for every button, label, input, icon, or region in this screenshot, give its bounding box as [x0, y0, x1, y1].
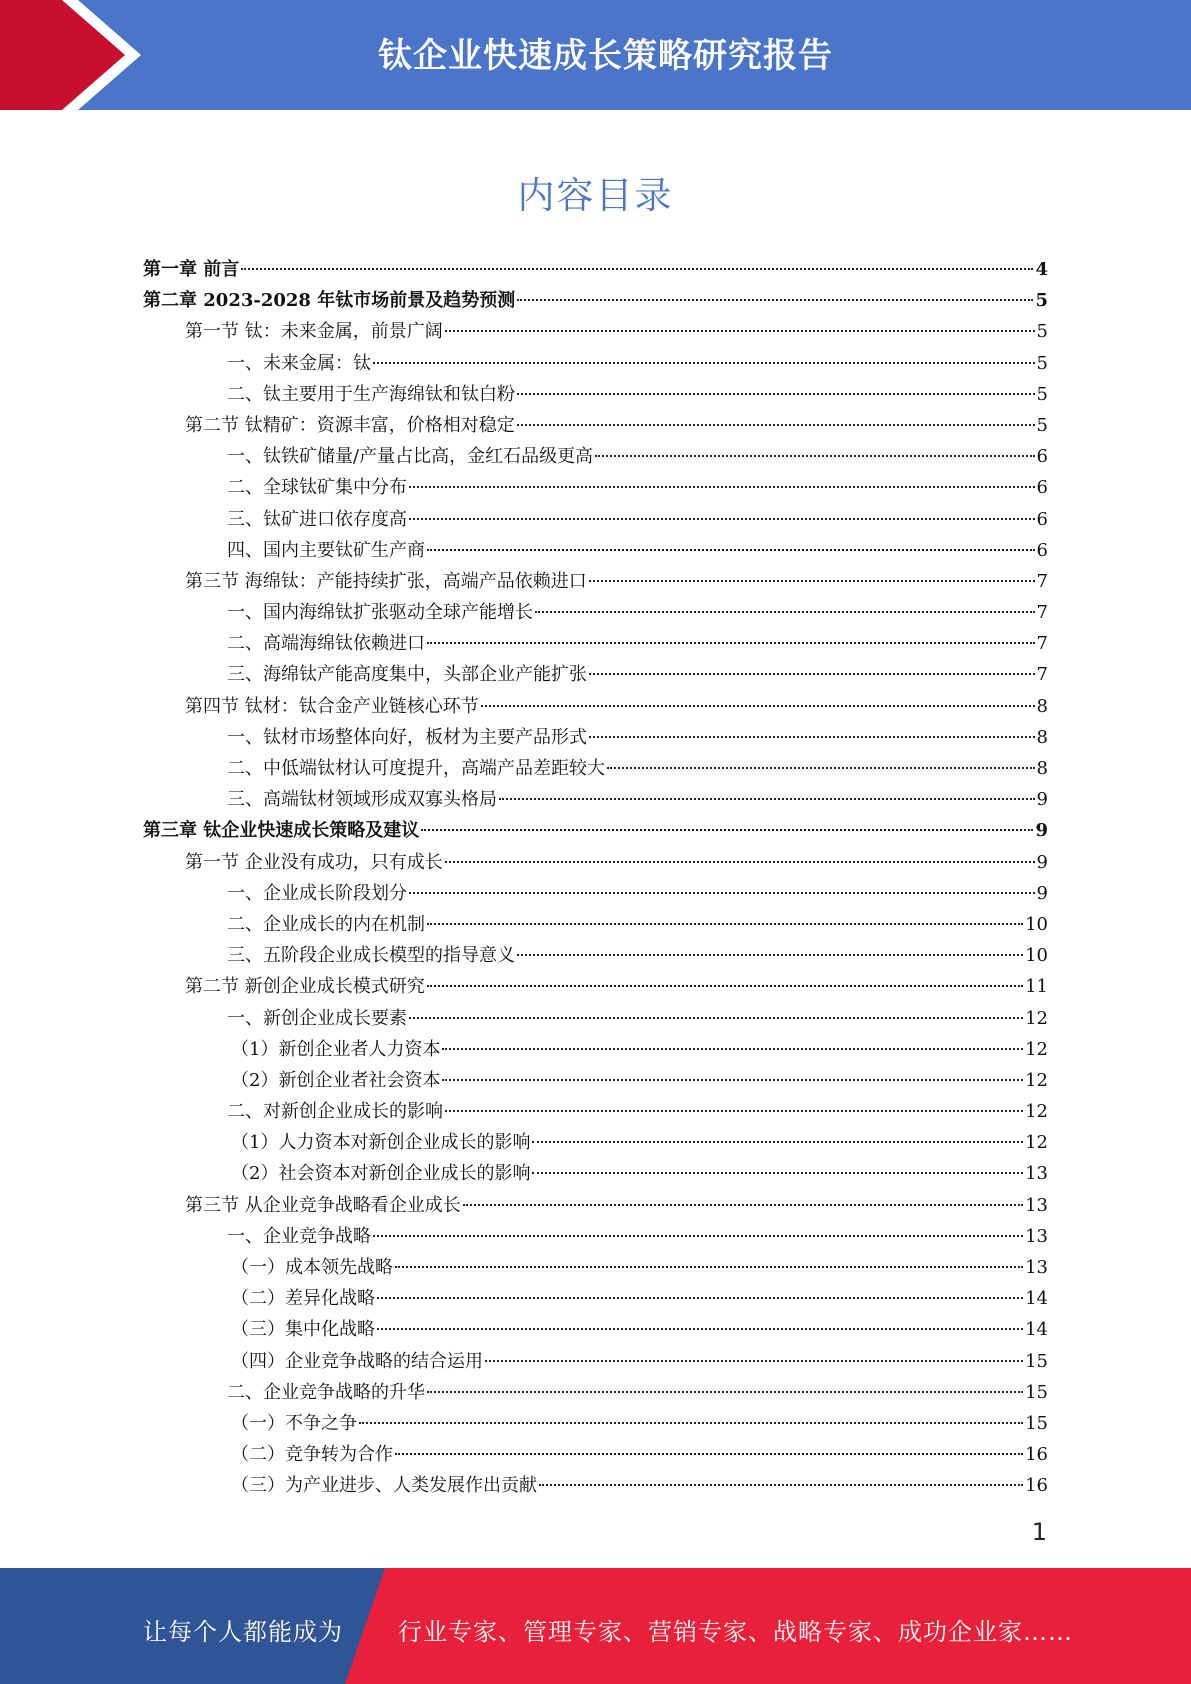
- toc-entry-label: 第二节 钛精矿：资源丰富，价格相对稳定: [185, 414, 515, 436]
- toc-entry[interactable]: [143, 1283, 1048, 1314]
- toc-dot-leader: [395, 1266, 1023, 1268]
- toc-entry-label: 第四节 钛材：钛合金产业链核心环节: [185, 695, 479, 717]
- toc-entry-label: （1）人力资本对新创企业成长的影响: [231, 1132, 531, 1154]
- toc-entry-page: 5: [1035, 290, 1048, 312]
- toc-entry-label: 三、钛矿进口依存度高: [227, 508, 407, 530]
- toc-entry[interactable]: [143, 566, 1048, 597]
- toc-heading: 内容目录: [517, 174, 674, 217]
- footer-slogan-left: 让每个人都能成为: [143, 1618, 343, 1646]
- toc-entry[interactable]: [143, 1127, 1048, 1158]
- toc-dot-leader: [427, 642, 1035, 644]
- toc-entry-page: 7: [1036, 570, 1048, 592]
- toc-entry-page: 11: [1025, 976, 1048, 998]
- toc-entry[interactable]: [143, 348, 1048, 379]
- toc-entry-page: 14: [1025, 1288, 1048, 1310]
- toc-entry-page: 16: [1025, 1475, 1048, 1497]
- toc-entry[interactable]: [143, 1158, 1048, 1189]
- toc-entry-label: （一）不争之争: [231, 1412, 357, 1434]
- toc-entry-page: 4: [1035, 259, 1048, 280]
- toc-entry-label: 一、钛材市场整体向好，板材为主要产品形式: [227, 726, 587, 748]
- toc-dot-leader: [607, 767, 1035, 769]
- toc-dot-leader: [485, 1360, 1023, 1362]
- toc-entry[interactable]: [143, 472, 1048, 503]
- page-header: [0, 0, 1191, 110]
- toc-entry-page: 10: [1025, 913, 1048, 935]
- toc-entry[interactable]: [143, 753, 1048, 784]
- toc-entry[interactable]: [143, 909, 1048, 940]
- toc-entry-label: 二、中低端钛材认可度提升，高端产品差距较大: [227, 758, 605, 779]
- toc-entry-label: （2）社会资本对新创企业成长的影响: [231, 1163, 531, 1185]
- toc-entry-page: 6: [1036, 508, 1048, 530]
- toc-entry[interactable]: [143, 1003, 1048, 1034]
- toc-entry[interactable]: [143, 285, 1048, 316]
- toc-entry-page: 15: [1025, 1412, 1048, 1434]
- toc-dot-leader: [377, 1328, 1023, 1330]
- toc-entry[interactable]: [143, 1190, 1048, 1221]
- toc-entry-page: 9: [1035, 820, 1048, 842]
- toc-entry-page: 5: [1036, 414, 1048, 436]
- toc-entry-label: 第一节 钛：未来金属，前景广阔: [185, 321, 443, 343]
- toc-dot-leader: [595, 455, 1034, 457]
- toc-entry[interactable]: [143, 659, 1048, 690]
- toc-dot-leader: [589, 580, 1035, 582]
- toc-entry-label: 二、钛主要用于生产海绵钛和钛白粉: [227, 383, 515, 405]
- toc-dot-leader: [395, 1453, 1023, 1455]
- toc-entry-page: 13: [1025, 1163, 1048, 1185]
- toc-entry-label: （一）成本领先战略: [231, 1257, 393, 1278]
- toc-entry-label: 二、高端海绵钛依赖进口: [227, 633, 425, 655]
- page-footer: [0, 1568, 1191, 1684]
- toc-entry[interactable]: [143, 722, 1048, 753]
- toc-entry[interactable]: [143, 847, 1048, 878]
- toc-entry-label: 一、钛铁矿储量/产量占比高，金红石品级更高: [227, 446, 594, 468]
- toc-entry-label: 三、高端钛材领域形成双寡头格局: [227, 789, 497, 811]
- toc-entry[interactable]: [143, 1470, 1048, 1501]
- toc-entry-page: 6: [1036, 446, 1048, 468]
- toc-entry-label: 三、海绵钛产能高度集中，头部企业产能扩张: [227, 664, 587, 686]
- toc-entry-page: 10: [1025, 945, 1048, 967]
- toc-entry[interactable]: [143, 441, 1048, 472]
- toc-dot-leader: [445, 1110, 1023, 1112]
- toc-dot-leader: [421, 829, 1033, 831]
- toc-dot-leader: [409, 518, 1035, 520]
- toc-entry-page: 6: [1036, 539, 1048, 561]
- toc-dot-leader: [373, 1235, 1023, 1237]
- toc-entry-label: 二、对新创企业成长的影响: [227, 1101, 443, 1123]
- toc-entry-label: （二）竞争转为合作: [231, 1444, 393, 1466]
- toc-dot-leader: [589, 673, 1035, 675]
- toc-dot-leader: [517, 393, 1035, 395]
- toc-entry-label: 一、新创企业成长要素: [227, 1007, 407, 1029]
- toc-entry[interactable]: [143, 1065, 1048, 1096]
- toc-entry-page: 8: [1036, 758, 1048, 779]
- toc-dot-leader: [409, 486, 1035, 488]
- toc-entry-label: 一、企业竞争战略: [227, 1225, 371, 1247]
- toc-dot-leader: [373, 362, 1035, 364]
- toc-entry-label: 二、企业竞争战略的升华: [227, 1381, 425, 1403]
- toc-entry[interactable]: [143, 1096, 1048, 1127]
- toc-entry-label: 第一节 企业没有成功，只有成长: [185, 851, 443, 873]
- toc-entry-page: 13: [1025, 1257, 1048, 1278]
- toc-entry-page: 6: [1036, 477, 1048, 499]
- toc-entry[interactable]: [143, 1408, 1048, 1439]
- toc-entry-page: 5: [1036, 383, 1048, 405]
- toc-entry-page: 8: [1036, 726, 1048, 748]
- toc-entry-page: 13: [1025, 1194, 1048, 1216]
- toc-entry[interactable]: [143, 784, 1048, 815]
- toc-entry-page: 16: [1025, 1444, 1048, 1466]
- toc-entry-label: 一、未来金属：钛: [227, 352, 371, 374]
- toc-entry-label: （四）企业竞争战略的结合运用: [231, 1350, 483, 1372]
- toc-dot-leader: [377, 1297, 1023, 1299]
- toc-entry[interactable]: [143, 379, 1048, 410]
- toc-entry[interactable]: [143, 628, 1048, 659]
- toc-dot-leader: [463, 1204, 1023, 1206]
- toc-entry-label: 第二节 新创企业成长模式研究: [185, 976, 425, 998]
- table-of-contents: [143, 254, 1048, 1502]
- toc-dot-leader: [481, 705, 1035, 707]
- toc-entry-page: 9: [1036, 789, 1048, 811]
- toc-entry[interactable]: [143, 316, 1048, 347]
- toc-entry-page: 9: [1036, 882, 1048, 904]
- toc-dot-leader: [445, 861, 1035, 863]
- toc-entry-page: 7: [1036, 664, 1048, 686]
- toc-entry-label: 四、国内主要钛矿生产商: [227, 539, 425, 561]
- toc-entry-page: 8: [1036, 695, 1048, 717]
- toc-entry-page: 12: [1025, 1101, 1048, 1123]
- toc-entry-label: 一、企业成长阶段划分: [227, 882, 407, 904]
- toc-entry-label: 二、全球钛矿集中分布: [227, 477, 407, 499]
- toc-entry[interactable]: [143, 815, 1048, 846]
- toc-entry[interactable]: [143, 1439, 1048, 1470]
- toc-dot-leader: [442, 1079, 1023, 1081]
- report-title: 钛企业快速成长策略研究报告: [378, 36, 833, 76]
- footer-slogan-right: 行业专家、管理专家、营销专家、战略专家、成功企业家……: [398, 1618, 1073, 1646]
- toc-entry[interactable]: [143, 691, 1048, 722]
- toc-dot-leader: [499, 798, 1035, 800]
- toc-entry-label: 第二章 2023-2028 年钛市场前景及趋势预测: [143, 290, 516, 312]
- toc-dot-leader: [445, 330, 1035, 332]
- toc-entry[interactable]: [143, 535, 1048, 566]
- toc-dot-leader: [427, 985, 1023, 987]
- toc-dot-leader: [532, 1172, 1023, 1174]
- toc-dot-leader: [359, 1422, 1023, 1424]
- toc-entry[interactable]: [143, 254, 1048, 285]
- toc-dot-leader: [427, 1391, 1023, 1393]
- toc-entry-label: 第三章 钛企业快速成长策略及建议: [143, 820, 420, 842]
- toc-entry-page: 9: [1036, 851, 1048, 873]
- toc-entry-label: 第三节 从企业竞争战略看企业成长: [185, 1194, 461, 1216]
- toc-entry[interactable]: [143, 597, 1048, 628]
- toc-entry[interactable]: [143, 1252, 1048, 1283]
- toc-dot-leader: [517, 299, 1033, 301]
- toc-entry-page: 5: [1036, 352, 1048, 374]
- toc-dot-leader: [241, 268, 1033, 270]
- toc-entry-label: 三、五阶段企业成长模型的指导意义: [227, 945, 515, 967]
- toc-dot-leader: [409, 1017, 1023, 1019]
- toc-entry-page: 12: [1025, 1069, 1048, 1091]
- toc-dot-leader: [442, 1048, 1023, 1050]
- toc-dot-leader: [539, 1484, 1023, 1486]
- toc-entry-label: 第三节 海绵钛：产能持续扩张，高端产品依赖进口: [185, 570, 587, 592]
- toc-entry[interactable]: [143, 1377, 1048, 1408]
- toc-entry[interactable]: [143, 971, 1048, 1002]
- toc-entry-label: （三）集中化战略: [231, 1319, 375, 1341]
- toc-dot-leader: [589, 736, 1035, 738]
- toc-entry-label: 一、国内海绵钛扩张驱动全球产能增长: [227, 602, 533, 624]
- toc-entry-page: 14: [1025, 1319, 1048, 1341]
- toc-entry-page: 12: [1025, 1132, 1048, 1154]
- toc-entry-page: 5: [1036, 321, 1048, 343]
- toc-entry[interactable]: [143, 940, 1048, 971]
- toc-entry[interactable]: [143, 1346, 1048, 1377]
- toc-entry[interactable]: [143, 1314, 1048, 1345]
- toc-entry-page: 15: [1025, 1381, 1048, 1403]
- toc-entry[interactable]: [143, 504, 1048, 535]
- toc-dot-leader: [427, 923, 1023, 925]
- toc-entry-page: 7: [1036, 602, 1048, 624]
- toc-entry-label: 二、企业成长的内在机制: [227, 913, 425, 935]
- toc-entry-page: 7: [1036, 633, 1048, 655]
- toc-dot-leader: [517, 424, 1035, 426]
- toc-dot-leader: [535, 611, 1035, 613]
- toc-entry-label: （2）新创企业者社会资本: [231, 1069, 441, 1091]
- toc-entry-label: （三）为产业进步、人类发展作出贡献: [231, 1475, 537, 1497]
- toc-dot-leader: [532, 1141, 1023, 1143]
- toc-entry-label: 第一章 前言: [143, 259, 240, 280]
- toc-entry-page: 12: [1025, 1007, 1048, 1029]
- toc-entry-page: 13: [1025, 1225, 1048, 1247]
- toc-entry[interactable]: [143, 1034, 1048, 1065]
- toc-dot-leader: [517, 954, 1023, 956]
- toc-dot-leader: [427, 549, 1035, 551]
- toc-entry-page: 15: [1025, 1350, 1048, 1372]
- toc-entry[interactable]: [143, 410, 1048, 441]
- toc-entry-page: 12: [1025, 1038, 1048, 1060]
- toc-entry[interactable]: [143, 1221, 1048, 1252]
- page-number: 1: [1031, 1518, 1047, 1546]
- toc-entry-label: （1）新创企业者人力资本: [231, 1038, 441, 1060]
- toc-entry-label: （二）差异化战略: [231, 1288, 375, 1310]
- toc-dot-leader: [409, 892, 1035, 894]
- toc-entry[interactable]: [143, 878, 1048, 909]
